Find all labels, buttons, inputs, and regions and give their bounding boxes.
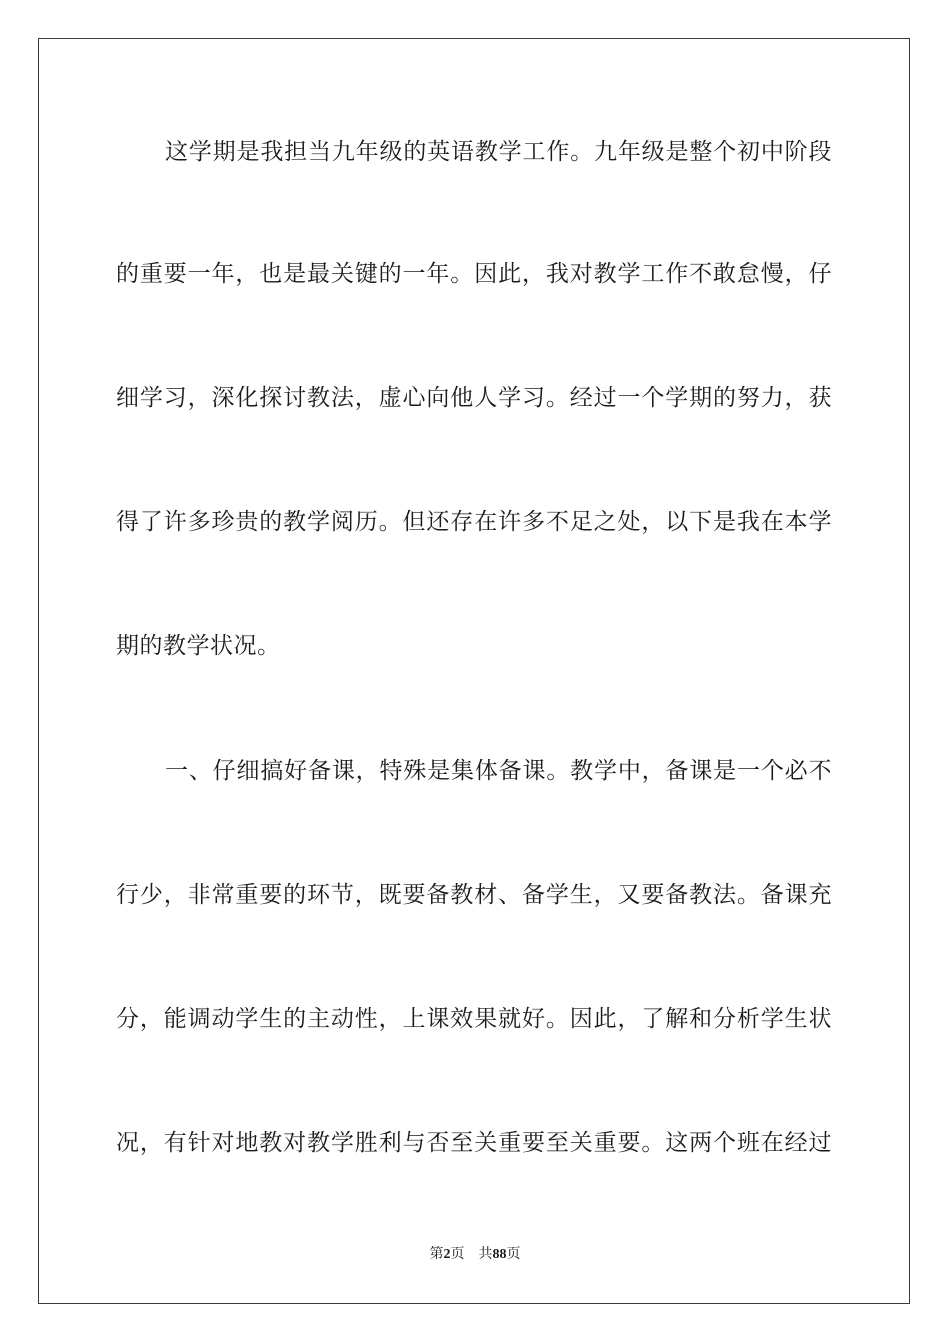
page-prefix: 第	[429, 1247, 444, 1262]
page-suffix: 页	[450, 1247, 465, 1262]
paragraph-1-line-1: 这学期是我担当九年级的英语教学工作。九年级是整个初中阶段	[165, 139, 832, 165]
paragraph-1-line-5: 期的教学状况。	[116, 633, 281, 659]
total-prefix: 共	[478, 1247, 493, 1262]
paragraph-2-line-1: 一、仔细搞好备课，特殊是集体备课。教学中，备课是一个必不	[165, 758, 832, 784]
total-suffix: 页	[506, 1247, 521, 1262]
paragraph-1-line-3: 细学习，深化探讨教法，虚心向他人学习。经过一个学期的努力，获	[116, 385, 832, 411]
total-pages: 88	[492, 1247, 507, 1262]
page-footer	[0, 1246, 950, 1264]
paragraph-2-line-2: 行少，非常重要的环节，既要备教材、备学生，又要备教法。备课充	[116, 882, 832, 908]
paragraph-1-line-2: 的重要一年，也是最关键的一年。因此，我对教学工作不敢怠慢，仔	[116, 261, 832, 287]
paragraph-1-line-4: 得了许多珍贵的教学阅历。但还存在许多不足之处，以下是我在本学	[116, 509, 832, 535]
paragraph-2-line-4: 况，有针对地教对教学胜利与否至关重要至关重要。这两个班在经过	[116, 1130, 832, 1156]
paragraph-2-line-3: 分，能调动学生的主动性，上课效果就好。因此，了解和分析学生状	[116, 1006, 832, 1032]
page-border	[38, 38, 910, 1304]
page-number: 2	[443, 1247, 451, 1262]
